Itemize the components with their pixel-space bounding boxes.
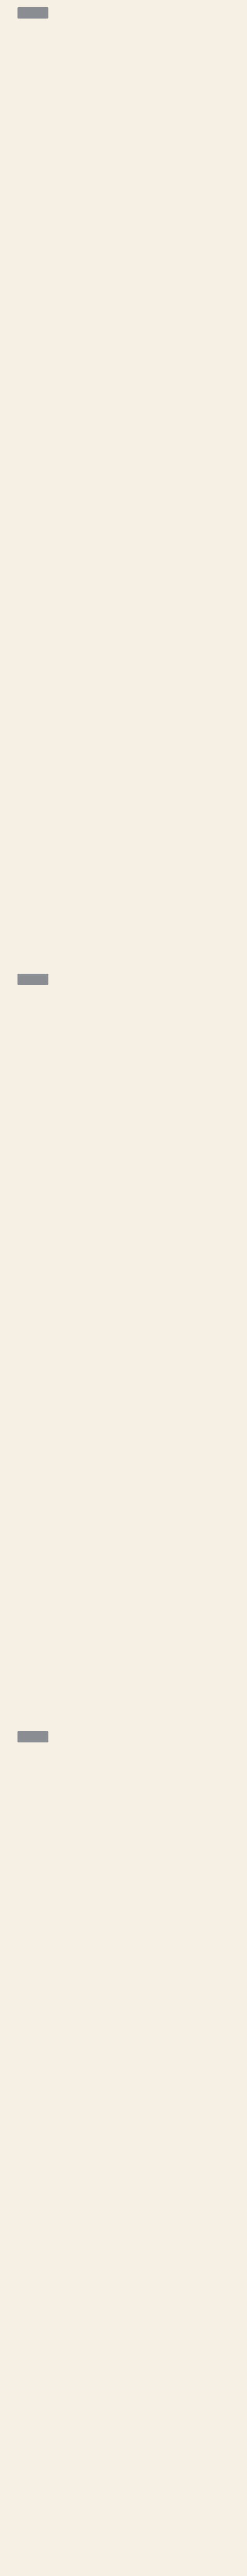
article-section — [17, 1731, 230, 1751]
article-section — [17, 7, 230, 27]
article-section — [17, 974, 230, 993]
section-tag — [17, 1731, 48, 1742]
section-tag — [17, 7, 48, 19]
section-tag — [17, 974, 48, 985]
